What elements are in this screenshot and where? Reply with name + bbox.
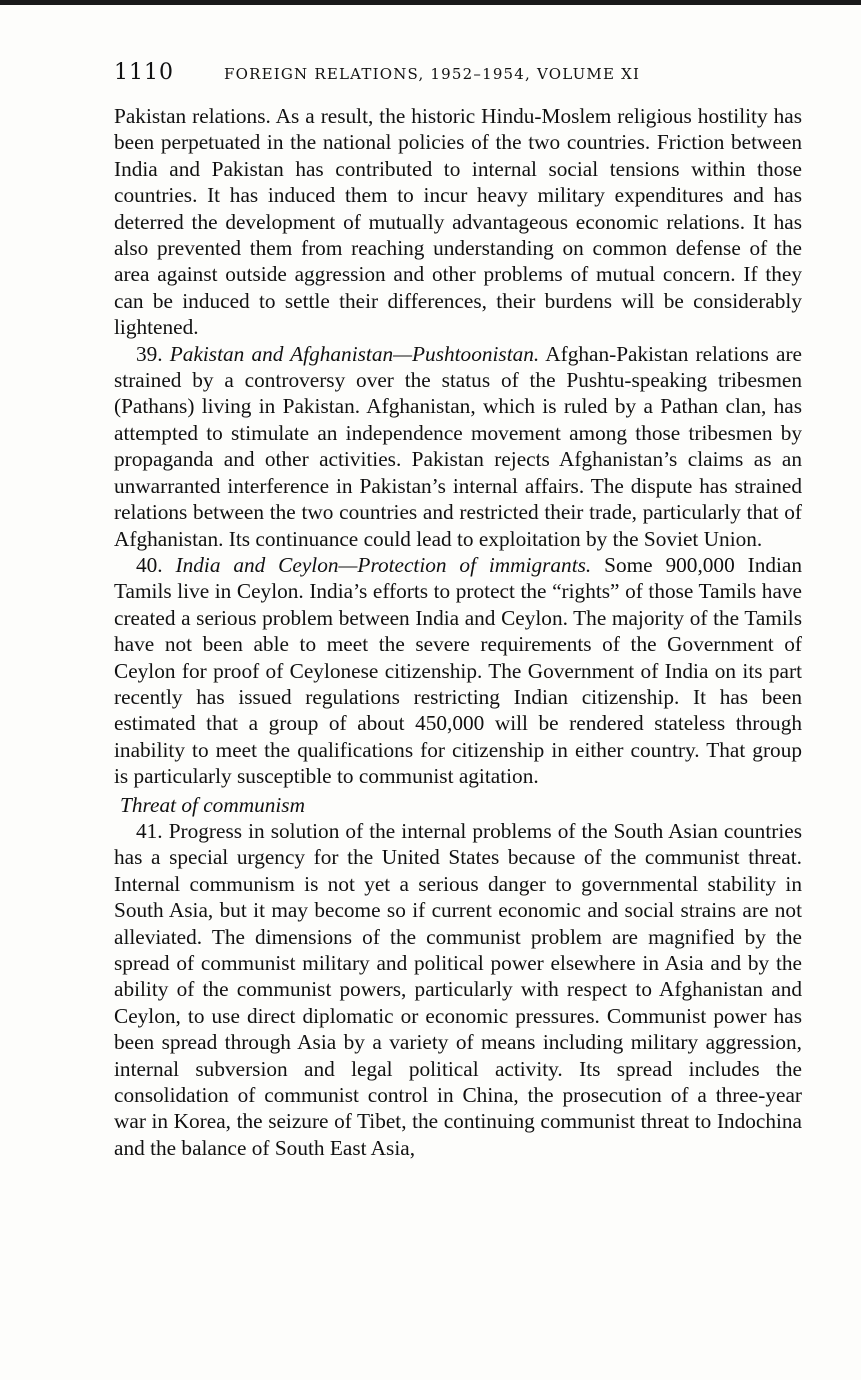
- paragraph-text: Afghan-Pakistan relations are strained by a controversy over the status of the Pushtu-speaking tribesmen (Pathans) living in Pakistan. Afghanistan, which is ruled by a Pathan clan, has attempted to stimulate an independence movement among those tribesmen by propaganda and other activities. Pakistan rejects Afghanistan’s claims as an unwarranted interference in Pakistan’s internal affairs. The dispute has strained relations between the two countries and restricted their trade, particularly that of Afghanistan. Its continuance could lead to exploitation by the Soviet Union.: [114, 341, 802, 551]
- section-heading: Threat of communism: [120, 792, 305, 817]
- paragraph-number: 40.: [136, 552, 163, 577]
- body-text: [114, 103, 802, 1161]
- paragraph-39: [114, 341, 802, 552]
- paragraph-41: [114, 818, 802, 1161]
- page-number: 1110: [114, 60, 174, 85]
- paragraph-heading: India and Ceylon—Protection of immigrants.: [175, 552, 592, 577]
- paragraph-text: Some 900,000 Indian Tamils live in Ceylon. India’s efforts to protect the “rights” of those Tamils have created a serious problem between India and Ceylon. The majority of the Tamils have not been able to meet the severe requirements of the Government of Ceylon for proof of Ceylonese citizenship. The Government of India on its part recently has issued regulations restricting Indian citizenship. It has been estimated that a group of about 450,000 will be rendered stateless through inability to meet the qualifications for citizenship in either country. That group is particularly susceptible to communist agitation.: [114, 552, 803, 789]
- paragraph-text: Progress in solution of the internal problems of the South Asian countries has a special urgency for the United States because of the communist threat. Internal communism is not yet a serious danger to governmental stability in South Asia, but it may become so if current economic and social strains are not alleviated. The dimensions of the communist problem are magnified by the spread of communist military and political power elsewhere in Asia and by the ability of the communist powers, particularly with respect to Afghanistan and Ceylon, to use direct diplomatic or economic pressures. Communist power has been spread through Asia by a variety of means including military aggression, internal subversion and legal political activity. Its spread includes the consolidation of communist control in China, the prosecution of a three-year war in Korea, the seizure of Tibet, the continuing communist threat to Indochina and the balance of South East Asia,: [114, 818, 802, 1160]
- running-title: FOREIGN RELATIONS, 1952–1954, VOLUME XI: [224, 65, 641, 83]
- paragraph-continued: Pakistan relations. As a result, the historic Hindu-Moslem religious hostility has been perpetuated in the national policies of the two countries. Friction between India and Pakistan has contributed to internal social tensions within those countries. It has induced them to incur heavy military expenditures and has deterred the development of mutually advantageous economic relations. It has also prevented them from reaching understanding on common defense of the area against outside aggression and other problems of mutual concern. If they can be induced to settle their differences, their burdens will be considerably lightened.: [114, 104, 802, 340]
- paragraph-heading: Pakistan and Afghanistan—Pushtoonistan.: [169, 341, 540, 366]
- paragraph-number: 41.: [136, 818, 163, 843]
- paragraph-40: [114, 552, 802, 790]
- paragraph-number: 39.: [136, 341, 163, 366]
- top-edge-rule: [0, 0, 861, 5]
- running-head: [114, 60, 814, 85]
